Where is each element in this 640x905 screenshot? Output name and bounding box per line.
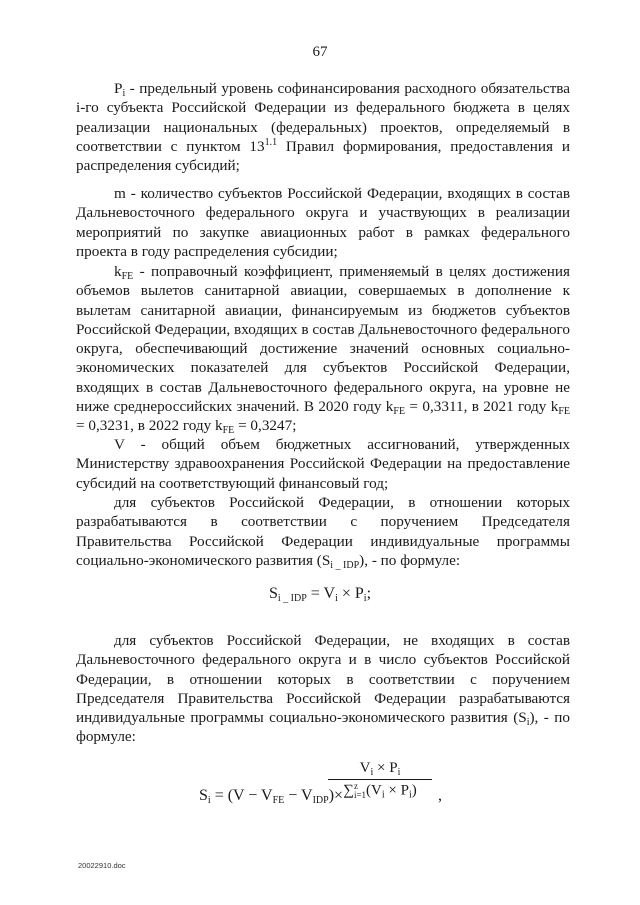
den-v-sub: i [381,789,385,801]
definition-kfe-text: - поправочный коэффициент, применяемый в целях достижения объемов вылетов санитарной авиации, совершаемых в дополнение к вылетам санитарной авиации, финансируемым из бюджетов субъектов Российской Федерации, входящих в состав Дальневосточного федерального округа, обеспечивающий достижение значений основных социально-экономических показателей для субъектов Российской Федерации, входящих в состав Дальневосточного федерального округа, на уровне не ниже среднероссийских значений. В 2020 году [76,263,570,416]
f2-lhs-sub: i [207,795,211,806]
page-number: 67 [312,44,328,60]
den-p-sub: i [408,789,412,801]
idp-paragraph-text-end: ), - по формуле: [359,551,461,569]
other-regions-paragraph [76,631,570,747]
k-2021: k [550,398,559,416]
k-2021-sub: FE [558,406,570,418]
f2-minus: − V [284,787,313,804]
f2-mid: = (V − V [210,787,273,804]
f1-v: = V [306,585,336,602]
symbol-k: k [114,263,122,280]
f1-lhs-sub: i _ IDP [277,593,307,604]
num-p: × P [373,760,398,776]
num-v-sub: i [370,767,374,778]
f1-end: ; [366,585,372,602]
num-p-sub: i [397,767,401,778]
symbol-k-sub: FE [121,271,134,282]
definition-p-i-text-end: Правил формирования, предоставления и распределения субсидий; [76,137,570,175]
k-2022-sub: FE [222,425,235,437]
k-2020-sub: FE [393,406,406,418]
definition-kfe [76,262,570,436]
sum-sign: ∑ [343,782,354,799]
k-2022: k [215,417,223,435]
other-paragraph-sub: i [526,717,530,729]
idp-sub: i _ IDP [330,559,360,571]
f1-p: × P [337,585,364,602]
k-2021-value: = 0,3231, в 2022 году [76,417,215,435]
formula-s-i-left [199,787,343,805]
num-v: V [359,760,371,776]
f2-fe-sub: FE [272,795,285,806]
other-paragraph-text: для субъектов Российской Федерации, не входящих в состав Дальневосточного федерального округа и в число субъектов Российской Федерации, в отношении которых в соответствии с поручением Председателя Правительства Российской Федерации разрабатываются индивидуальные программы социально-экономического развития (S [76,632,570,727]
idp-paragraph [76,493,570,570]
k-2020-value: = 0,3311, в 2021 году [405,398,551,416]
fraction-numerator [326,760,434,779]
other-paragraph-text-end: ), - по формуле: [76,709,570,746]
symbol-p-sub: i [122,88,126,99]
fraction-denominator [326,780,434,800]
symbol-p: P [114,80,123,97]
den-v: (V [366,782,382,799]
k-2020: k [385,398,394,416]
f2-idp-sub: IDP [312,795,329,806]
file-name-footer: 20022910.doc [78,861,126,870]
sum-lower: i=1 [353,790,367,800]
definition-p-i-text: - предельный уровень софинансирования расходного обязательства i-го субъекта Российской Федерации из федерального бюджета в целях реализации национальных (федеральных) проектов, определяемый в соответствии с пунктом 13 [76,80,570,155]
formula-tail: , [438,787,442,804]
f1-lhs: S [268,585,278,602]
den-close: ) [411,782,417,799]
k-2022-value: = 0,3247; [234,417,297,435]
f2-lhs: S [199,787,208,804]
f1-v-sub: i [335,593,338,604]
f1-p-sub: i [363,593,367,604]
definition-p-i [76,79,570,175]
idp-paragraph-text: для субъектов Российской Федерации, в отношении которых разрабатываются в соответствии с поручением Председателя Правительства Российской Федерации индивидуальные программы социально-экономического развития (S [76,494,570,569]
formula-s-idp [0,585,640,603]
definition-v: V - общий объем бюджетных ассигнований, утвержденных Министерству здравоохранения Российской Федерации на предоставление субсидий на соответствующий финансовый год; [76,436,570,492]
clause-ref-sup: 1.1 [264,136,278,148]
formula-fraction [326,760,434,800]
f2-close: )× [328,787,344,804]
sum-upper: z [353,781,358,791]
den-p: × P [384,782,409,799]
definition-m: m - количество субъектов Российской Федерации, входящих в состав Дальневосточного федерального округа и участвующих в реализации мероприятий по закупке авиационных работ в рамках федерального проекта в году распределения субсидии; [76,185,570,260]
